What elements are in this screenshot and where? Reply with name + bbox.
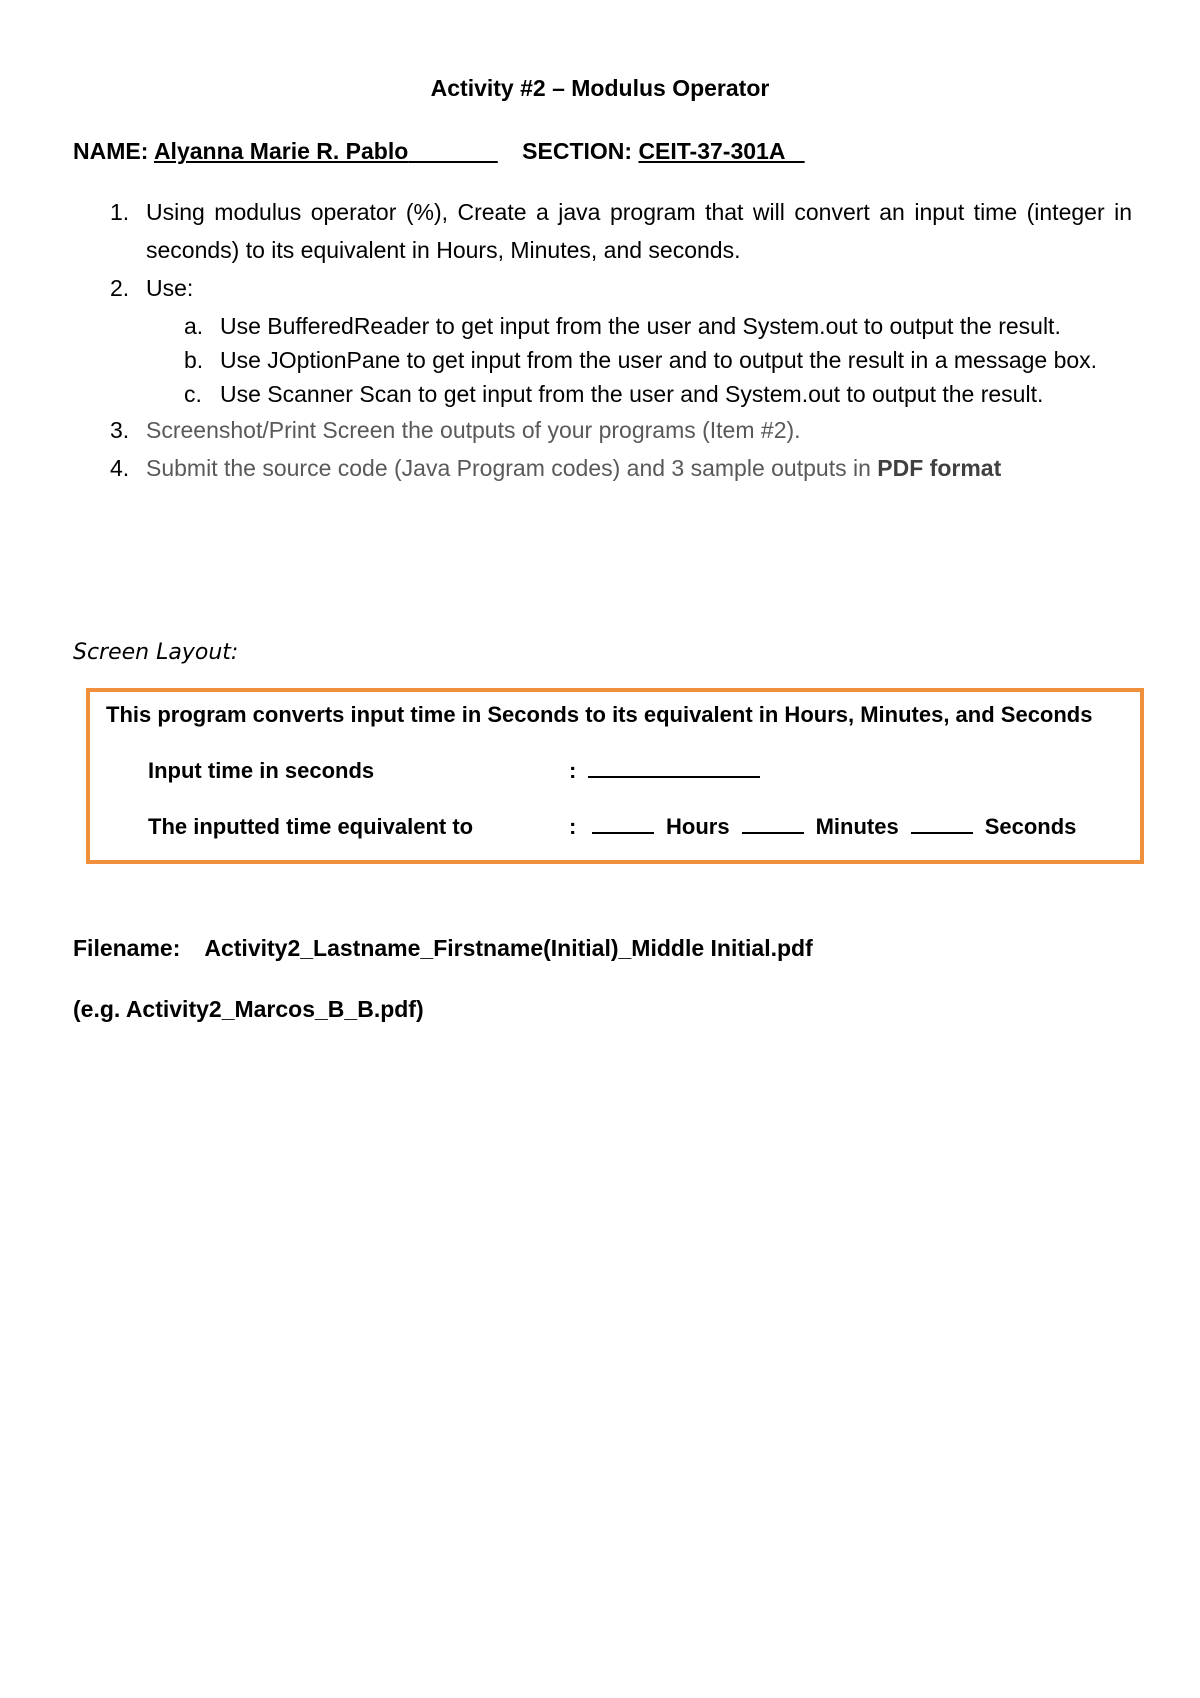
sub-list (184, 309, 1132, 411)
name-section-row (73, 138, 805, 165)
sub-list-item (184, 377, 1132, 411)
input-blank (588, 758, 760, 784)
sub-item-letter: c. (184, 381, 202, 407)
item-number: 2. (110, 275, 130, 301)
input-label: Input time in seconds (148, 758, 375, 783)
hours-label: Hours (666, 814, 730, 839)
filename-value: Activity2_Lastname_Firstname(Initial)_Middle Initial.pdf (204, 935, 813, 961)
minutes-label: Minutes (815, 814, 899, 839)
filename-example: (e.g. Activity2_Marcos_B_B.pdf) (73, 996, 424, 1022)
equivalent-row (148, 814, 1077, 840)
item-number: 3. (110, 417, 130, 443)
sub-list-item (184, 309, 1132, 343)
list-item (110, 411, 1132, 449)
section-value: CEIT-37-301A (638, 138, 786, 164)
item-text: Use: (146, 275, 194, 301)
seconds-label: Seconds (984, 814, 1077, 839)
seconds-blank (911, 814, 973, 834)
input-colon: : (569, 758, 577, 783)
equivalent-label: The inputted time equivalent to (148, 814, 474, 839)
sub-item-text: Use Scanner Scan to get input from the user and System.out to output the result. (220, 381, 1044, 407)
instruction-list (110, 193, 1132, 487)
filename-label: Filename: (73, 935, 181, 961)
input-row (148, 758, 577, 784)
item-number: 1. (110, 199, 130, 225)
list-item (110, 193, 1132, 269)
filename-line (73, 935, 813, 962)
layout-heading: This program converts input time in Seconds to its equivalent in Hours, Minutes, and Seconds (106, 702, 1093, 727)
list-item (110, 269, 1132, 411)
item-text-regular: Submit the source code (Java Program codes) and 3 sample outputs in (146, 455, 878, 481)
sub-item-letter: a. (184, 313, 204, 339)
screen-layout-label: Screen Layout: (73, 640, 239, 665)
list-item (110, 449, 1132, 487)
sub-list-item (184, 343, 1132, 377)
screen-layout-box (86, 688, 1144, 864)
name-label: NAME: (73, 138, 149, 164)
item-text-bold: PDF format (877, 455, 1002, 481)
name-value: Alyanna Marie R. Pablo (153, 138, 409, 164)
section-label: SECTION: (522, 138, 633, 164)
equivalent-colon: : (569, 814, 577, 839)
item-text (146, 449, 1132, 487)
item-number: 4. (110, 455, 130, 481)
equivalent-answer (592, 814, 1088, 840)
hours-blank (592, 814, 654, 834)
sub-item-text: Use BufferedReader to get input from the user and System.out to output the result. (220, 313, 1061, 339)
sub-item-letter: b. (184, 347, 204, 373)
item-text: Screenshot/Print Screen the outputs of your programs (Item #2). (146, 417, 801, 443)
minutes-blank (742, 814, 804, 834)
page-title: Activity #2 – Modulus Operator (430, 75, 770, 101)
sub-item-text: Use JOptionPane to get input from the user and to output the result in a message box. (220, 347, 1098, 373)
item-text: Using modulus operator (%), Create a java program that will convert an input time (integer in seconds) to its equivalent in Hours, Minutes, and seconds. (146, 199, 1132, 263)
